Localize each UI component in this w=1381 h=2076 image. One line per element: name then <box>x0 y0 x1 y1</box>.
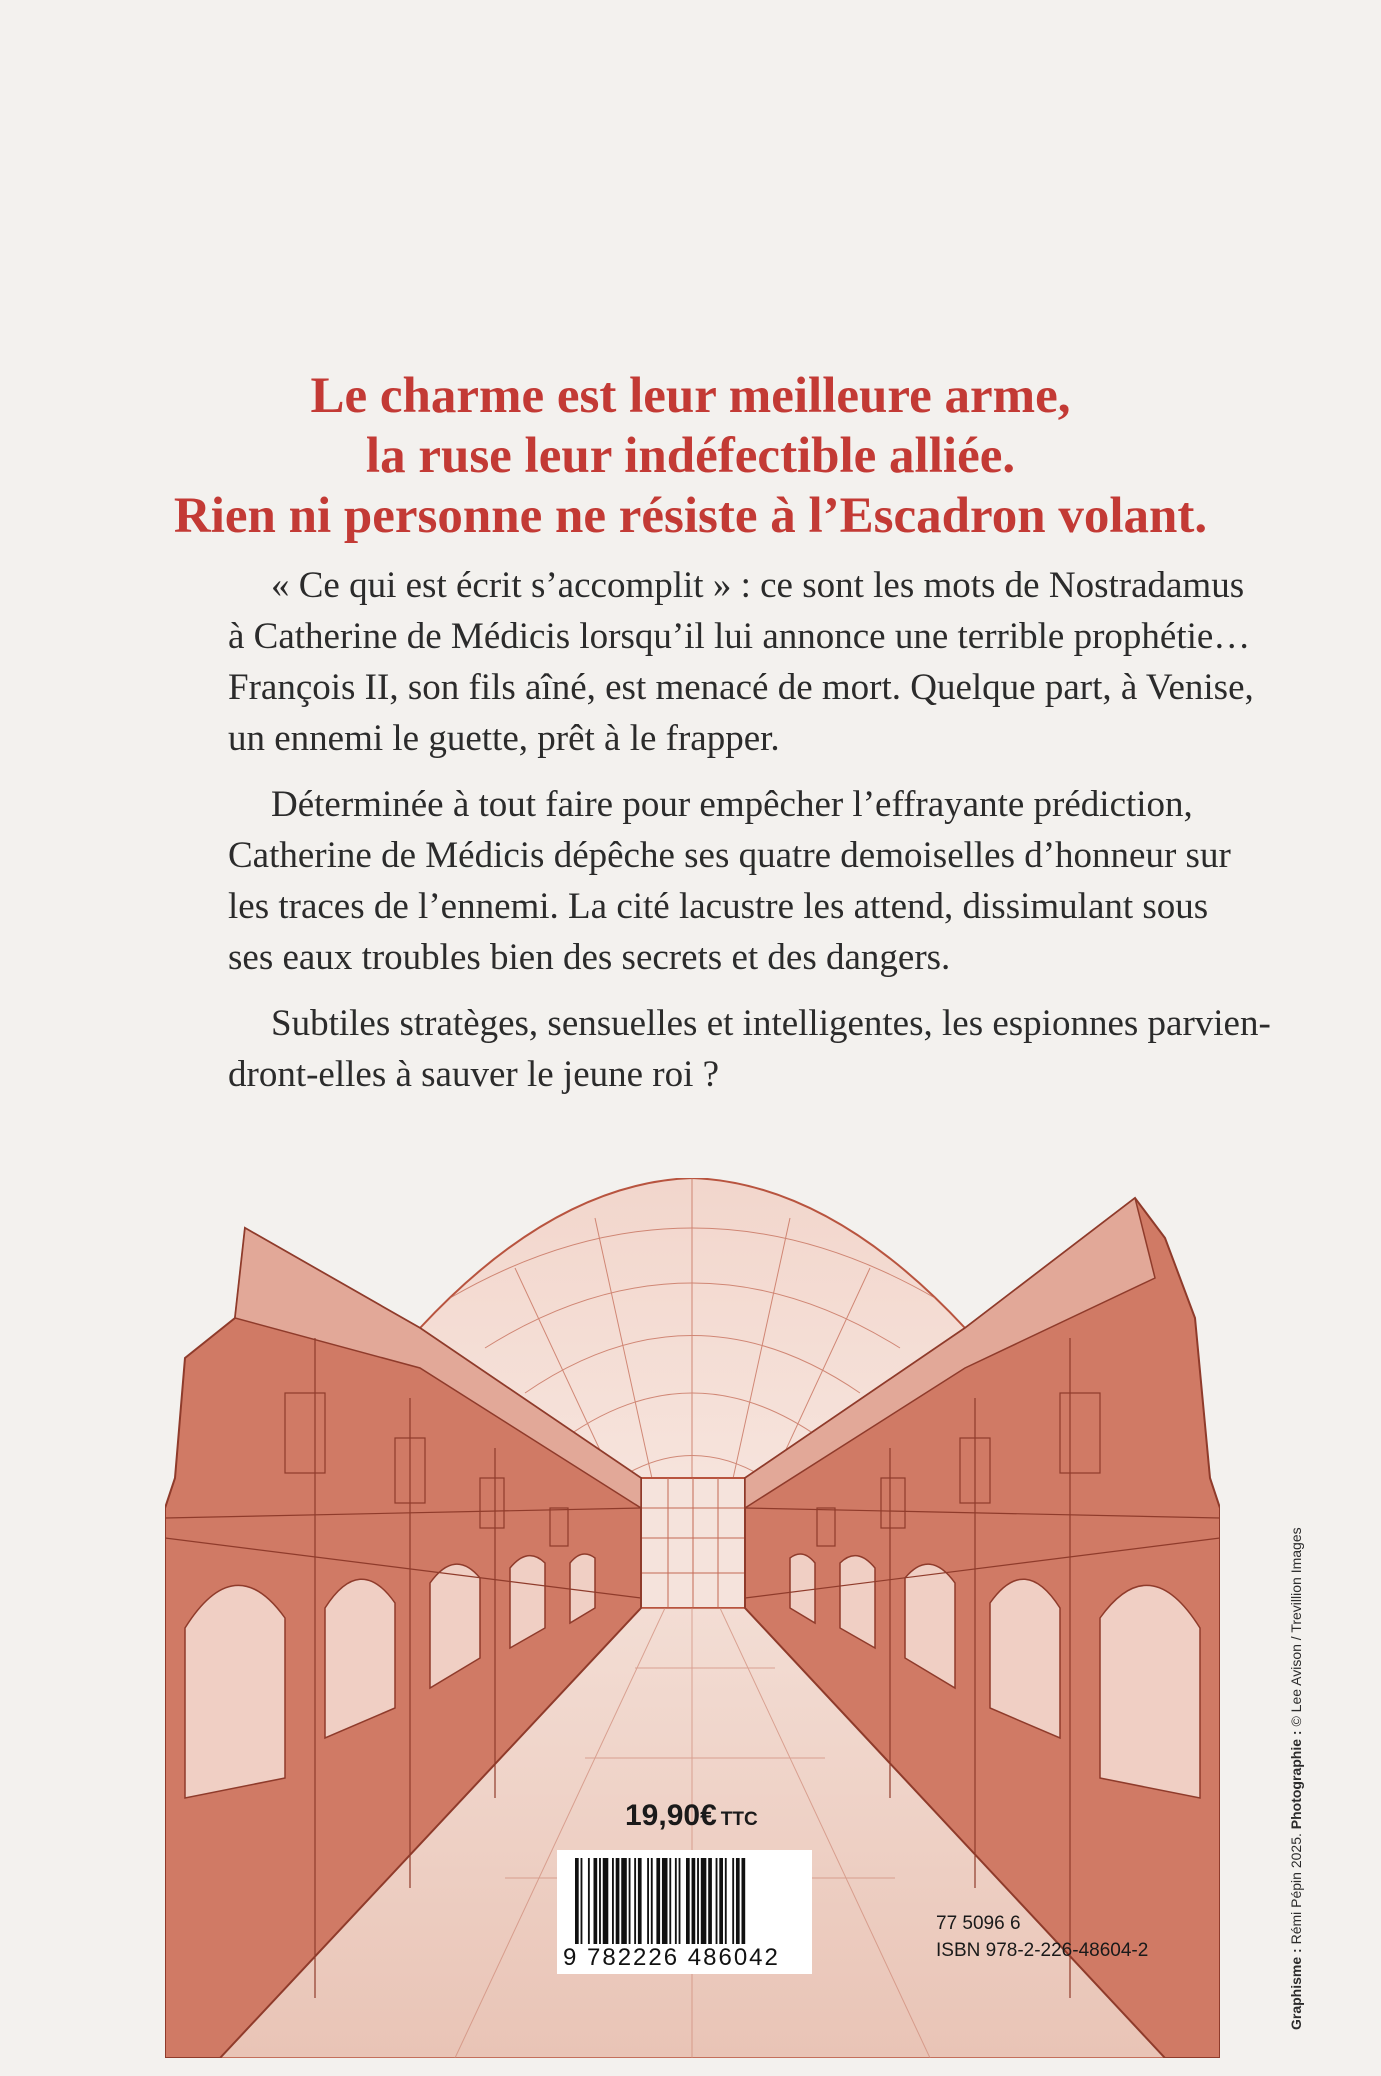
barcode-bar <box>612 1858 614 1944</box>
barcode-bar <box>716 1858 718 1944</box>
barcode-bar <box>616 1858 620 1944</box>
barcode-bar <box>656 1858 660 1944</box>
blurb-line: Subtiles stratèges, sensuelles et intelligentes, les espionnes parvien- <box>271 1003 1271 1044</box>
blurb-line: François II, son fils aîné, est menacé de mort. Quelque part, à Venise, <box>228 667 1254 708</box>
blurb-line: Catherine de Médicis dépêche ses quatre demoiselles d’honneur sur <box>228 835 1231 876</box>
barcode-bar <box>647 1858 649 1944</box>
blurb-line: un ennemi le guette, prêt à le frapper. <box>228 718 780 759</box>
barcode-bar <box>629 1858 631 1944</box>
barcode-bar <box>686 1858 690 1944</box>
barcode-bar <box>603 1858 609 1944</box>
blurb-line: ses eaux troubles bien des secrets et des dangers. <box>228 937 951 978</box>
credits-text-design: Rémi Pépin 2025. <box>1288 1833 1304 1945</box>
blurb-paragraph-2 <box>228 779 1231 983</box>
barcode-number: 9 782226 486042 <box>563 1944 780 1971</box>
internal-code: 77 5096 6 <box>936 1913 1021 1934</box>
barcode-bar <box>621 1858 627 1944</box>
barcode-bar <box>669 1858 671 1944</box>
price-suffix: TTC <box>720 1809 758 1830</box>
barcode-bars <box>575 1858 797 1944</box>
barcode-bar <box>675 1858 677 1944</box>
credits-text-photo: © Lee Avison / Trevillion Images <box>1288 1527 1304 1727</box>
book-codes <box>936 1910 1148 1964</box>
isbn: ISBN 978-2-226-48604-2 <box>936 1940 1149 1961</box>
barcode-bar <box>634 1858 636 1944</box>
barcode-bar <box>719 1858 723 1944</box>
barcode-bar <box>708 1858 712 1944</box>
barcode-bar <box>679 1858 681 1944</box>
blurb-line: à Catherine de Médicis lorsqu’il lui annonce une terrible prophétie… <box>228 616 1251 657</box>
barcode-bar <box>651 1858 653 1944</box>
barcode-bar <box>725 1858 727 1944</box>
barcode-bar <box>742 1858 746 1944</box>
blurb-line: Déterminée à tout faire pour empêcher l’effrayante prédiction, <box>271 784 1193 825</box>
barcode-bar <box>697 1858 699 1944</box>
tagline <box>0 366 1381 546</box>
tagline-line-1: Le charme est leur meilleure arme, <box>310 368 1071 424</box>
barcode-bar <box>575 1858 579 1944</box>
barcode-bar <box>662 1858 668 1944</box>
credits-label-photo: Photographie : <box>1288 1730 1304 1830</box>
price-amount: 19,90€ <box>625 1799 717 1832</box>
barcode-bar <box>594 1858 598 1944</box>
blurb-paragraph-1 <box>228 560 1254 764</box>
barcode-bar <box>692 1858 696 1944</box>
blurb-line: « Ce qui est écrit s’accomplit » : ce sont les mots de Nostradamus <box>271 565 1245 606</box>
credits <box>1288 1527 1304 2030</box>
tagline-line-3: Rien ni personne ne résiste à l’Escadron volant. <box>173 488 1208 544</box>
barcode-bar <box>599 1858 601 1944</box>
tagline-line-2: la ruse leur indéfectible alliée. <box>365 428 1016 484</box>
price-label <box>625 1799 758 1833</box>
blurb-paragraph-3 <box>228 998 1271 1100</box>
barcode-bar <box>581 1858 583 1944</box>
credits-label-design: Graphisme : <box>1288 1948 1304 2030</box>
barcode-bar <box>732 1858 734 1944</box>
blurb-line: dront-elles à sauver le jeune roi ? <box>228 1054 720 1095</box>
barcode-bar <box>736 1858 740 1944</box>
barcode <box>557 1850 812 1974</box>
blurb-line: les traces de l’ennemi. La cité lacustre les attend, dissimulant sous <box>228 886 1209 927</box>
barcode-bar <box>588 1858 590 1944</box>
barcode-bar <box>638 1858 642 1944</box>
barcode-bar <box>701 1858 707 1944</box>
